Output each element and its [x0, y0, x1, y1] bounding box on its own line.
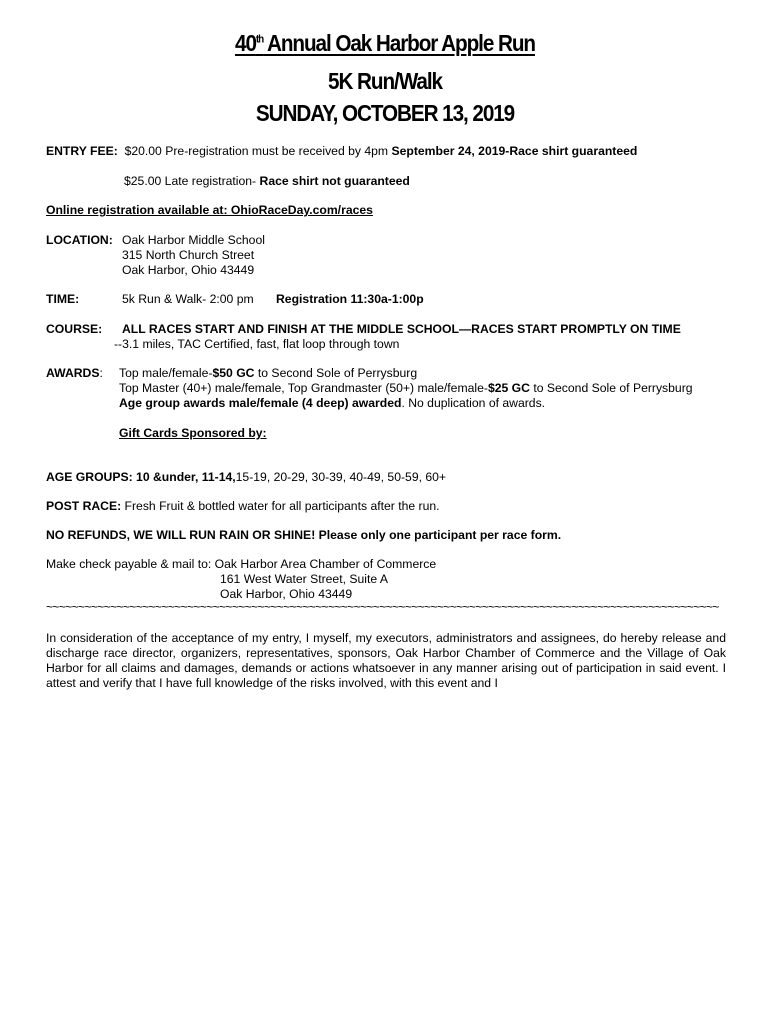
- time-label: TIME:: [46, 292, 80, 306]
- page-title: 40th Annual Oak Harbor Apple Run: [235, 30, 535, 56]
- age-groups: AGE GROUPS: 10 &under, 11-14,15-19, 20-29, 30-39, 40-49, 50-59, 60+: [46, 470, 447, 484]
- entry-fee-line2: $25.00 Late registration- Race shirt not guaranteed: [124, 174, 410, 188]
- online-registration: Online registration available at: OhioRaceDay.com/races: [46, 203, 373, 217]
- event-date: SUNDAY, OCTOBER 13, 2019: [255, 100, 515, 126]
- mail-to-line: Make check payable & mail to: Oak Harbor Area Chamber of Commerce: [46, 557, 437, 571]
- awards-line1: Top male/female-$50 GC to Second Sole of Perrysburg: [119, 366, 418, 380]
- tilde-divider: ~~~~~~~~~~~~~~~~~~~~~~~~~~~~~~~~~~~~~~~~~~~~~~~~~~~~~~~~~~~~~~~~~~~~~~~~~~~~~~~~~~~~~~~~~~~~~~~~~~~~~~~~~: [46, 600, 719, 614]
- registration-time: Registration 11:30a-1:00p: [276, 292, 424, 306]
- event-name: 5K Run/Walk: [328, 68, 442, 94]
- entry-fee-line1: ENTRY FEE: $20.00 Pre-registration must be received by 4pm September 24, 2019-Race shirt guaranteed: [46, 144, 638, 158]
- location-name: Oak Harbor Middle School: [122, 233, 265, 247]
- waiver-text: In consideration of the acceptance of my entry, I myself, my executors, administrators and assignees, do hereby release and discharge race director, organizers, representatives, sponsors, Oak Harbor Chamber of Commerce and the Village of Oak Harbor for all claims and damages, demands or actions whatsoever in any manner arising out of participation in said event. I attest and verify that I have full knowledge of the risks involved, with this event and I: [46, 631, 726, 690]
- course-line2: --3.1 miles, TAC Certified, fast, flat loop through town: [114, 337, 400, 351]
- awards-label: AWARDS:: [46, 366, 103, 380]
- no-refunds-notice: NO REFUNDS, WE WILL RUN RAIN OR SHINE! Please only one participant per race form.: [46, 528, 562, 542]
- gift-cards-heading: Gift Cards Sponsored by:: [119, 426, 267, 440]
- location-city: Oak Harbor, Ohio 43449: [122, 263, 255, 277]
- post-race: POST RACE: Fresh Fruit & bottled water for all participants after the run.: [46, 499, 440, 513]
- mail-city: Oak Harbor, Ohio 43449: [220, 587, 353, 601]
- awards-line2: Top Master (40+) male/female, Top Grandmaster (50+) male/female-$25 GC to Second Sole of Perrysburg: [119, 381, 693, 395]
- time-value: 5k Run & Walk- 2:00 pm: [122, 292, 254, 306]
- course-line1: ALL RACES START AND FINISH AT THE MIDDLE SCHOOL—RACES START PROMPTLY ON TIME: [122, 322, 681, 336]
- location-street: 315 North Church Street: [122, 248, 255, 262]
- mail-street: 161 West Water Street, Suite A: [220, 572, 388, 586]
- location-label: LOCATION:: [46, 233, 113, 247]
- awards-line3: Age group awards male/female (4 deep) awarded. No duplication of awards.: [119, 396, 546, 410]
- course-label: COURSE:: [46, 322, 103, 336]
